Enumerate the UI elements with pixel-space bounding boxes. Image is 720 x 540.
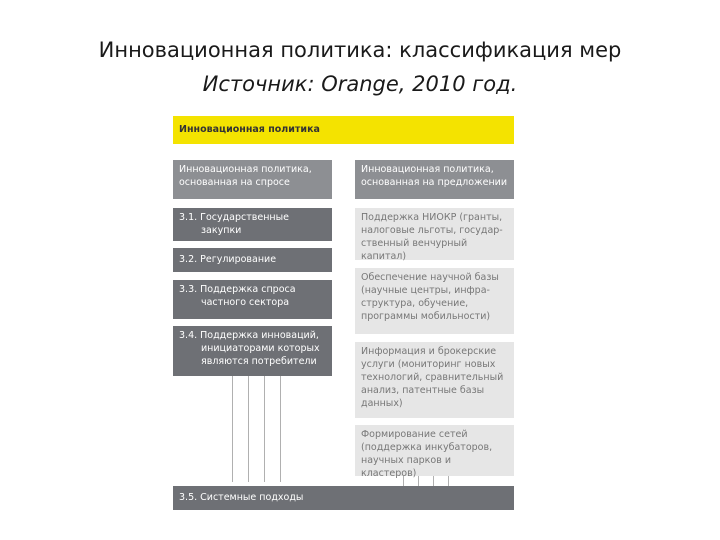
demand-item: 3.1. Государственные закупки: [173, 208, 332, 241]
connector-line: [418, 476, 419, 486]
demand-heading: Инновационная политика, основанная на спросе: [173, 160, 332, 199]
supply-heading: Инновационная политика, основанная на предложении: [355, 160, 514, 199]
slide-subtitle: Источник: Orange, 2010 год.: [202, 72, 518, 96]
supply-item: Обеспечение научной базы (научные центры, инфра-структура, обучение, программы мобильности): [355, 268, 514, 334]
supply-item: Поддержка НИОКР (гранты, налоговые льготы, государ-ственный венчурный капитал): [355, 208, 514, 260]
supply-item: Информация и брокерские услуги (мониторинг новых технологий, сравнительный анализ, патентные базы данных): [355, 342, 514, 418]
connector-line: [248, 376, 249, 482]
connector-line: [264, 376, 265, 482]
connector-line: [280, 376, 281, 482]
diagram-footer: 3.5. Системные подходы: [173, 486, 514, 510]
connector-line: [448, 476, 449, 486]
connector-line: [232, 376, 233, 482]
demand-item: 3.2. Регулирование: [173, 248, 332, 272]
demand-item: 3.4. Поддержка инноваций, инициаторами которых являются потребители: [173, 326, 332, 376]
connector-line: [433, 476, 434, 486]
diagram-header: Инновационная политика: [173, 116, 514, 144]
demand-item: 3.3. Поддержка спроса частного сектора: [173, 280, 332, 319]
slide-title: Инновационная политика: классификация мер: [98, 38, 622, 62]
supply-item: Формирование сетей (поддержка инкубаторов, научных парков и кластеров): [355, 425, 514, 476]
